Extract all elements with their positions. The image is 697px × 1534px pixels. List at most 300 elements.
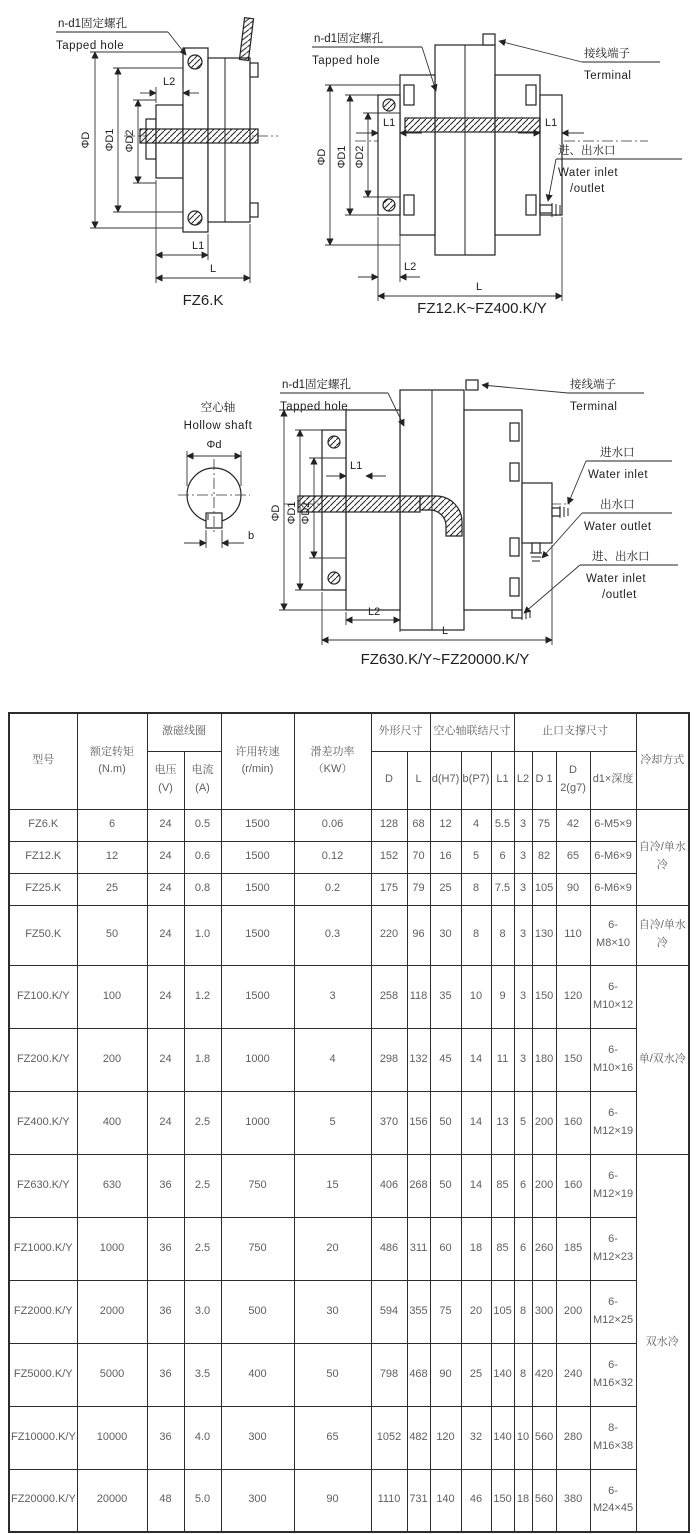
table-row: [9, 905, 689, 965]
value-cell: 24: [147, 1028, 184, 1091]
value-cell: 260: [532, 1217, 556, 1280]
value-cell: 1110: [371, 1469, 407, 1532]
value-cell: 36: [147, 1280, 184, 1343]
value-cell: 3: [514, 841, 532, 873]
value-cell: 2.5: [184, 1091, 221, 1154]
model-cell: FZ50.K: [9, 905, 77, 965]
fz6-tapped-cn: n-d1固定螺孔: [58, 18, 128, 30]
value-cell: 8: [461, 905, 491, 965]
table-row: [9, 1217, 689, 1280]
fz630-terminal-cn: 接线端子: [570, 379, 616, 391]
value-cell: 180: [532, 1028, 556, 1091]
value-cell: 5: [514, 1091, 532, 1154]
table-row: [9, 809, 689, 841]
value-cell: 90: [430, 1343, 461, 1406]
model-cell: FZ400.K/Y: [9, 1091, 77, 1154]
value-cell: 8: [491, 905, 514, 965]
value-cell: 1500: [221, 965, 294, 1028]
value-cell: 60: [430, 1217, 461, 1280]
value-cell: 24: [147, 905, 184, 965]
value-cell: 1.8: [184, 1028, 221, 1091]
fz630-water-en2: /outlet: [602, 589, 637, 601]
value-cell: 1500: [221, 905, 294, 965]
value-cell: 185: [556, 1217, 590, 1280]
table-row: [9, 1154, 689, 1217]
value-cell: 25: [430, 873, 461, 905]
fz6-dim-l1: L1: [192, 240, 205, 252]
value-cell: 36: [147, 1406, 184, 1469]
fz12-dim-d2: ΦD2: [354, 145, 366, 169]
value-cell: 6-M5×9: [590, 809, 636, 841]
value-cell: 20: [294, 1217, 371, 1280]
model-cell: FZ630.K/Y: [9, 1154, 77, 1217]
value-cell: 140: [491, 1406, 514, 1469]
value-cell: 10000: [77, 1406, 147, 1469]
value-cell: 3: [514, 965, 532, 1028]
value-cell: 105: [491, 1280, 514, 1343]
value-cell: 3: [514, 905, 532, 965]
fz12-caption: FZ12.K~FZ400.K/Y: [417, 300, 547, 315]
value-cell: 420: [532, 1343, 556, 1406]
header-l2: L2: [514, 751, 532, 809]
value-cell: 200: [532, 1091, 556, 1154]
fz6-dim-d1: ΦD1: [104, 128, 116, 152]
fz630-dim-l: L: [442, 625, 449, 637]
value-cell: 150: [556, 1028, 590, 1091]
fz12-dim-l1-left: L1: [383, 117, 396, 129]
value-cell: 175: [371, 873, 407, 905]
value-cell: 6: [77, 809, 147, 841]
header-overall-group: 外形尺寸: [371, 713, 430, 751]
value-cell: 370: [371, 1091, 407, 1154]
value-cell: 8: [514, 1280, 532, 1343]
value-cell: 82: [532, 841, 556, 873]
table-row: [9, 1469, 689, 1532]
hollow-title-cn: 空心轴: [200, 402, 236, 414]
value-cell: 7.5: [491, 873, 514, 905]
value-cell: 6-M12×25: [590, 1280, 636, 1343]
value-cell: 46: [461, 1469, 491, 1532]
value-cell: 50: [77, 905, 147, 965]
value-cell: 594: [371, 1280, 407, 1343]
value-cell: 468: [407, 1343, 430, 1406]
value-cell: 3.0: [184, 1280, 221, 1343]
fz12-dim-d1: ΦD1: [336, 145, 348, 169]
table-row: [9, 841, 689, 873]
value-cell: 6-M8×10: [590, 905, 636, 965]
value-cell: 25: [77, 873, 147, 905]
value-cell: 0.12: [294, 841, 371, 873]
value-cell: 12: [430, 809, 461, 841]
value-cell: 4: [461, 809, 491, 841]
value-cell: 200: [77, 1028, 147, 1091]
value-cell: 10: [514, 1406, 532, 1469]
value-cell: 25: [461, 1343, 491, 1406]
header-coil-group: 激磁线圈: [147, 713, 221, 751]
value-cell: 20000: [77, 1469, 147, 1532]
hollow-shaft-section: [178, 459, 250, 533]
header-d2: D 2(g7): [556, 751, 590, 809]
fz630-dim-l2: L2: [368, 606, 381, 618]
value-cell: 355: [407, 1280, 430, 1343]
value-cell: 240: [556, 1343, 590, 1406]
header-cooling: 冷却方式: [636, 713, 689, 809]
value-cell: 798: [371, 1343, 407, 1406]
value-cell: 90: [294, 1469, 371, 1532]
header-d1: D 1: [532, 751, 556, 809]
value-cell: 132: [407, 1028, 430, 1091]
value-cell: 5000: [77, 1343, 147, 1406]
value-cell: 750: [221, 1154, 294, 1217]
model-cell: FZ2000.K/Y: [9, 1280, 77, 1343]
value-cell: 5.0: [184, 1469, 221, 1532]
value-cell: 1500: [221, 873, 294, 905]
value-cell: 0.2: [294, 873, 371, 905]
value-cell: 8-M16×38: [590, 1406, 636, 1469]
value-cell: 0.6: [184, 841, 221, 873]
fz12-water-label: [548, 143, 682, 201]
fz630-outlet-en: Water outlet: [584, 521, 652, 533]
value-cell: 298: [371, 1028, 407, 1091]
hollow-dim-b: b: [248, 530, 255, 542]
header-power-line2: （KW）: [312, 763, 353, 776]
diagram-fz6: [20, 5, 300, 315]
value-cell: 0.06: [294, 809, 371, 841]
value-cell: 18: [514, 1469, 532, 1532]
fz630-dim-d: ΦD: [270, 504, 282, 522]
value-cell: 3: [294, 965, 371, 1028]
header-torque-line2: (N.m): [98, 763, 126, 776]
value-cell: 500: [221, 1280, 294, 1343]
value-cell: 68: [407, 809, 430, 841]
spec-table-header: [9, 713, 689, 809]
value-cell: 14: [461, 1028, 491, 1091]
table-row: [9, 1406, 689, 1469]
value-cell: 1000: [77, 1217, 147, 1280]
value-cell: 12: [77, 841, 147, 873]
value-cell: 96: [407, 905, 430, 965]
header-bp7: b(P7): [461, 751, 491, 809]
value-cell: 9: [491, 965, 514, 1028]
hollow-dim-d: Φd: [206, 439, 222, 451]
fz630-dim-l1: L1: [350, 460, 363, 472]
value-cell: 85: [491, 1217, 514, 1280]
fz12-water-cn: 进、出水口: [558, 145, 616, 157]
value-cell: 150: [491, 1469, 514, 1532]
value-cell: 36: [147, 1343, 184, 1406]
fz630-outlet-label: [542, 497, 672, 558]
value-cell: 50: [430, 1154, 461, 1217]
value-cell: 150: [532, 965, 556, 1028]
value-cell: 200: [532, 1154, 556, 1217]
value-cell: 160: [556, 1154, 590, 1217]
value-cell: 48: [147, 1469, 184, 1532]
cooling-cell: 自冷/单水冷: [636, 809, 689, 905]
fz630-water-label: [524, 549, 678, 613]
fz12-dim-l: L: [476, 281, 483, 293]
fz630-outlet-cn: 出水口: [600, 499, 635, 511]
value-cell: 1.0: [184, 905, 221, 965]
value-cell: 1052: [371, 1406, 407, 1469]
header-d: D: [371, 751, 407, 809]
value-cell: 79: [407, 873, 430, 905]
value-cell: 5.5: [491, 809, 514, 841]
fz6-caption: FZ6.K: [182, 292, 224, 309]
value-cell: 24: [147, 841, 184, 873]
value-cell: 1000: [221, 1028, 294, 1091]
fz630-inlet-label: [568, 445, 672, 504]
value-cell: 8: [514, 1343, 532, 1406]
value-cell: 6-M6×9: [590, 873, 636, 905]
value-cell: 110: [556, 905, 590, 965]
model-cell: FZ5000.K/Y: [9, 1343, 77, 1406]
header-d1depth: d1×深度: [590, 751, 636, 809]
value-cell: 0.3: [294, 905, 371, 965]
header-current-line1: 电流: [191, 764, 214, 777]
value-cell: 14: [461, 1154, 491, 1217]
spec-table-body: [9, 809, 689, 1532]
value-cell: 1500: [221, 809, 294, 841]
value-cell: 258: [371, 965, 407, 1028]
value-cell: 24: [147, 965, 184, 1028]
model-cell: FZ1000.K/Y: [9, 1217, 77, 1280]
value-cell: 32: [461, 1406, 491, 1469]
value-cell: 6-M12×19: [590, 1154, 636, 1217]
hollow-title-en: Hollow shaft: [183, 420, 253, 432]
fz630-terminal-en: Terminal: [570, 401, 618, 413]
value-cell: 560: [532, 1406, 556, 1469]
value-cell: 630: [77, 1154, 147, 1217]
value-cell: 400: [221, 1343, 294, 1406]
value-cell: 14: [461, 1091, 491, 1154]
value-cell: 120: [556, 965, 590, 1028]
value-cell: 5: [461, 841, 491, 873]
fz630-inlet-en: Water inlet: [588, 469, 649, 481]
fz6-dim-d: ΦD: [80, 131, 92, 149]
value-cell: 300: [221, 1469, 294, 1532]
fz12-terminal-en: Terminal: [584, 70, 632, 82]
value-cell: 65: [294, 1406, 371, 1469]
value-cell: 152: [371, 841, 407, 873]
value-cell: 1.2: [184, 965, 221, 1028]
header-torque-line1: 额定转矩: [90, 745, 134, 758]
value-cell: 15: [294, 1154, 371, 1217]
value-cell: 3: [514, 873, 532, 905]
value-cell: 100: [77, 965, 147, 1028]
value-cell: 486: [371, 1217, 407, 1280]
fz630-inlet-cn: 进水口: [600, 447, 635, 459]
table-row: [9, 1343, 689, 1406]
value-cell: 16: [430, 841, 461, 873]
value-cell: 6-M16×32: [590, 1343, 636, 1406]
value-cell: 75: [430, 1280, 461, 1343]
value-cell: 50: [430, 1091, 461, 1154]
fz630-machine-outline: [284, 380, 570, 630]
value-cell: 10: [461, 965, 491, 1028]
value-cell: 6-M24×45: [590, 1469, 636, 1532]
value-cell: 6: [491, 841, 514, 873]
cooling-cell: 单/双水冷: [636, 965, 689, 1154]
value-cell: 130: [532, 905, 556, 965]
value-cell: 6-M6×9: [590, 841, 636, 873]
header-speed-line1: 许用转速: [235, 745, 280, 758]
fz12-water-en1: Water inlet: [558, 167, 619, 179]
header-voltage: [147, 751, 184, 809]
value-cell: 4: [294, 1028, 371, 1091]
value-cell: 1500: [221, 841, 294, 873]
value-cell: 6-M12×23: [590, 1217, 636, 1280]
value-cell: 380: [556, 1469, 590, 1532]
value-cell: 220: [371, 905, 407, 965]
fz6-machine-outline: [124, 18, 278, 232]
value-cell: 3: [514, 809, 532, 841]
value-cell: 120: [430, 1406, 461, 1469]
fz12-terminal-cn: 接线端子: [584, 48, 630, 60]
value-cell: 18: [461, 1217, 491, 1280]
value-cell: 2.5: [184, 1154, 221, 1217]
value-cell: 42: [556, 809, 590, 841]
value-cell: 30: [430, 905, 461, 965]
value-cell: 4.0: [184, 1406, 221, 1469]
model-cell: FZ20000.K/Y: [9, 1469, 77, 1532]
fz6-tapped-hole-label: [56, 16, 186, 55]
value-cell: 300: [532, 1280, 556, 1343]
table-row: [9, 873, 689, 905]
value-cell: 731: [407, 1469, 430, 1532]
model-cell: FZ10000.K/Y: [9, 1406, 77, 1469]
fz12-water-en2: /outlet: [570, 183, 605, 195]
value-cell: 36: [147, 1217, 184, 1280]
value-cell: 75: [532, 809, 556, 841]
header-spigot-group: 止口支撑尺寸: [514, 713, 636, 751]
header-voltage-line2: (V): [158, 782, 173, 794]
header-shaft-group: 空心轴联结尺寸: [430, 713, 514, 751]
header-speed-line2: (r/min): [241, 763, 274, 776]
fz6-dim-l2: L2: [163, 76, 176, 88]
value-cell: 24: [147, 809, 184, 841]
fz630-water-cn: 进、出水口: [592, 551, 650, 563]
value-cell: 200: [556, 1280, 590, 1343]
fz6-dim-l: L: [210, 263, 217, 275]
value-cell: 70: [407, 841, 430, 873]
value-cell: 128: [371, 809, 407, 841]
fz630-terminal-label: [482, 377, 644, 413]
spec-table: [8, 712, 690, 1533]
value-cell: 1000: [221, 1091, 294, 1154]
value-cell: 13: [491, 1091, 514, 1154]
value-cell: 156: [407, 1091, 430, 1154]
value-cell: 750: [221, 1217, 294, 1280]
fz6-dim-d2: ΦD2: [124, 129, 136, 153]
header-power: [294, 713, 371, 809]
value-cell: 400: [77, 1091, 147, 1154]
table-row: [9, 965, 689, 1028]
header-current: [184, 751, 221, 809]
diagram-fz630: [270, 368, 697, 668]
value-cell: 2.5: [184, 1217, 221, 1280]
value-cell: 36: [147, 1154, 184, 1217]
fz12-dim-d: ΦD: [316, 148, 328, 166]
header-model: 型号: [9, 713, 77, 809]
fz630-water-en1: Water inlet: [586, 573, 647, 585]
value-cell: 268: [407, 1154, 430, 1217]
header-l: L: [407, 751, 430, 809]
fz12-dim-l2: L2: [404, 261, 417, 273]
header-l1: L1: [491, 751, 514, 809]
header-speed: [221, 713, 294, 809]
value-cell: 6-M10×16: [590, 1028, 636, 1091]
value-cell: 160: [556, 1091, 590, 1154]
fz630-tapped-cn: n-d1固定螺孔: [282, 379, 352, 391]
value-cell: 6: [514, 1217, 532, 1280]
table-row: [9, 1028, 689, 1091]
header-power-line1: 滑差功率: [310, 745, 355, 758]
fz12-tapped-cn: n-d1固定螺孔: [314, 33, 384, 45]
value-cell: 8: [461, 873, 491, 905]
model-cell: FZ100.K/Y: [9, 965, 77, 1028]
model-cell: FZ200.K/Y: [9, 1028, 77, 1091]
value-cell: 30: [294, 1280, 371, 1343]
model-cell: FZ6.K: [9, 809, 77, 841]
value-cell: 50: [294, 1343, 371, 1406]
value-cell: 11: [491, 1028, 514, 1091]
value-cell: 85: [491, 1154, 514, 1217]
value-cell: 140: [491, 1343, 514, 1406]
value-cell: 6: [514, 1154, 532, 1217]
fz6-tapped-en: Tapped hole: [56, 40, 125, 52]
value-cell: 311: [407, 1217, 430, 1280]
value-cell: 0.5: [184, 809, 221, 841]
value-cell: 140: [430, 1469, 461, 1532]
value-cell: 406: [371, 1154, 407, 1217]
value-cell: 482: [407, 1406, 430, 1469]
cooling-cell: 自冷/单水冷: [636, 905, 689, 965]
model-cell: FZ12.K: [9, 841, 77, 873]
value-cell: 5: [294, 1091, 371, 1154]
header-voltage-line1: 电压: [154, 764, 177, 777]
value-cell: 105: [532, 873, 556, 905]
value-cell: 20: [461, 1280, 491, 1343]
value-cell: 90: [556, 873, 590, 905]
fz630-dim-d1: ΦD1: [286, 501, 298, 525]
fz630-tapped-en: Tapped hole: [280, 401, 349, 413]
header-torque: [77, 713, 147, 809]
value-cell: 65: [556, 841, 590, 873]
value-cell: 24: [147, 873, 184, 905]
fz12-tapped-en: Tapped hole: [312, 55, 381, 67]
fz630-dim-d2: ΦD2: [300, 501, 312, 525]
value-cell: 3.5: [184, 1343, 221, 1406]
cooling-cell: 双水冷: [636, 1154, 689, 1532]
value-cell: 300: [221, 1406, 294, 1469]
value-cell: 24: [147, 1091, 184, 1154]
header-current-line2: (A): [195, 782, 210, 794]
fz12-dim-l1-right: L1: [545, 117, 558, 129]
value-cell: 6-M12×19: [590, 1091, 636, 1154]
value-cell: 118: [407, 965, 430, 1028]
model-cell: FZ25.K: [9, 873, 77, 905]
value-cell: 0.8: [184, 873, 221, 905]
value-cell: 6-M10×12: [590, 965, 636, 1028]
value-cell: 2000: [77, 1280, 147, 1343]
header-dh7: d(H7): [430, 751, 461, 809]
value-cell: 35: [430, 965, 461, 1028]
value-cell: 45: [430, 1028, 461, 1091]
value-cell: 280: [556, 1406, 590, 1469]
value-cell: 3: [514, 1028, 532, 1091]
value-cell: 560: [532, 1469, 556, 1532]
table-row: [9, 1091, 689, 1154]
